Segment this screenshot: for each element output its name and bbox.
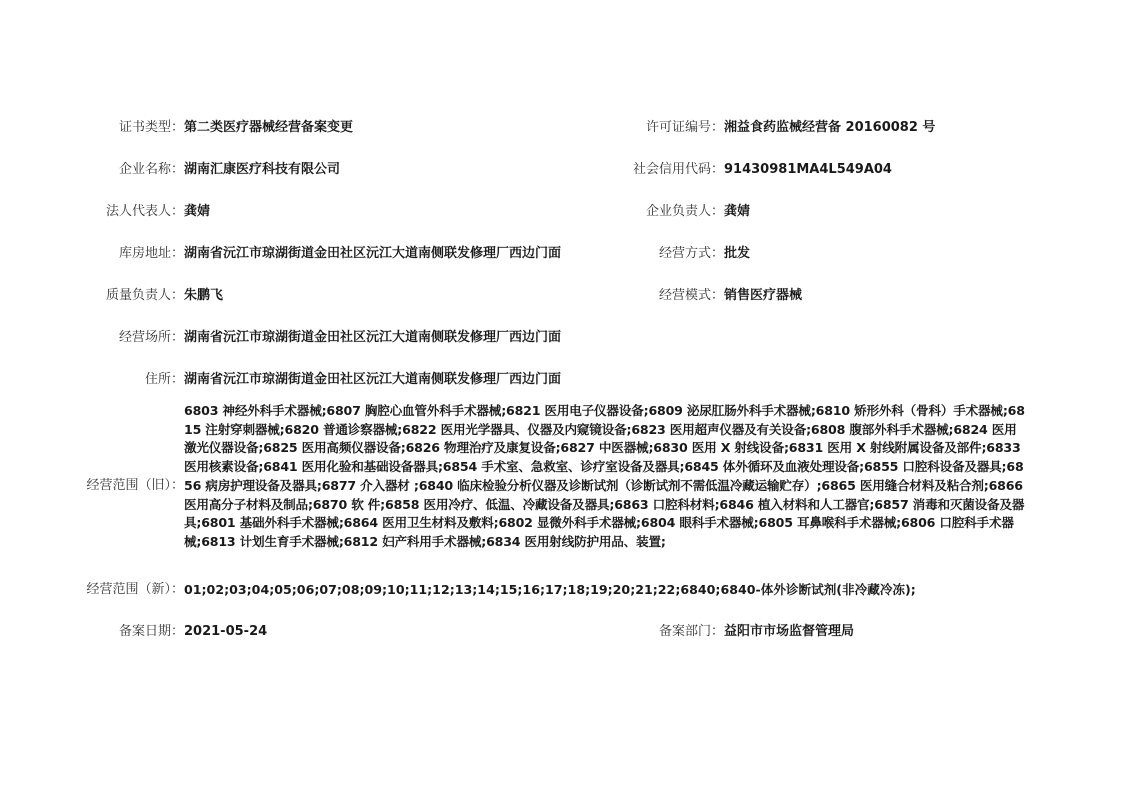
company-name-label: 企业名称： xyxy=(118,162,184,177)
quality-manager-value: 朱鹏飞 xyxy=(184,288,224,303)
scope-new-value: 01;02;03;04;05;06;07;08;09;10;11;12;13;14;15;16;17;18;19;20;21;22;6840;6840-体外诊断试剂(非冷藏冷冻); xyxy=(184,582,916,597)
scope-new-label: 经营范围（新）： xyxy=(86,582,184,597)
license-no-value: 湘益食药监械经营备 20160082 号 xyxy=(724,120,936,135)
credit-code-label: 社会信用代码： xyxy=(632,162,724,177)
filing-dept-label: 备案部门： xyxy=(658,624,724,639)
residence-label: 住所： xyxy=(144,372,184,387)
business-premises-label: 经营场所： xyxy=(118,330,184,345)
scope-old-label: 经营范围（旧）： xyxy=(86,478,184,493)
legal-rep-label: 法人代表人： xyxy=(105,204,184,219)
legal-rep-value: 龚婧 xyxy=(184,204,211,219)
filing-date-label: 备案日期： xyxy=(118,624,184,639)
license-no-label: 许可证编号： xyxy=(645,120,724,135)
business-mode-value: 销售医疗器械 xyxy=(724,288,803,303)
residence-value: 湖南省沅江市琼湖街道金田社区沅江大道南侧联发修理厂西边门面 xyxy=(184,372,562,387)
cert-type-value: 第二类医疗器械经营备案变更 xyxy=(184,120,354,135)
scope-old-value: 6803 神经外科手术器械;6807 胸腔心血管外科手术器械;6821 医用电子仪器设备;6809 泌尿肛肠外科手术器械;6810 矫形外科（骨科）手术器械;6815 注射穿刺器械;6820 普通诊察器械;6822 医用光学器具、仪器及内窥镜设备;6823 医用超声仪器及有关设备;6808 腹部外科手术器械;6824 医用激光仪器设备;6825 医用高频仪器设备;6826 物理治疗及康复设备;6827 中医器械;6830 医用 X 射线设备;6831 医用 X 射线附属设备及部件;6833 医用核素设备;6841 医用化验和基础设备器具;6854 手术室、急救室、诊疗室设备及器具;6845 体外循环及血液处理设备;6855 口腔科设备及器具;6856 病房护理设备及器具;6877 介入器材 ;6840 临床检验分析仪器及诊断试剂（诊断试剂不需低温冷藏运输贮存）;6865 医用缝合材料及粘合剂;6866 医用高分子材料及制品;6870 软 件;6858 医用冷疗、低温、冷藏设备及器具;6863 口腔科材料;6846 植入材料和人工器官;6857 消毒和灭菌设备及器具;6801 基础外科手术器械;6864 医用卫生材料及敷料;6802 显微外科手术器械;6804 眼科手术器械;6805 耳鼻喉科手术器械;6806 口腔科手术器械;6813 计划生育手术器械;6812 妇产科用手术器械;6834 医用射线防护用品、装置; xyxy=(184,403,1025,549)
cert-type-label: 证书类型： xyxy=(118,120,184,135)
company-name-value: 湖南汇康医疗科技有限公司 xyxy=(184,162,341,177)
business-premises-value: 湖南省沅江市琼湖街道金田社区沅江大道南侧联发修理厂西边门面 xyxy=(184,330,562,345)
business-method-label: 经营方式： xyxy=(658,246,724,261)
business-mode-label: 经营模式： xyxy=(658,288,724,303)
filing-date-value: 2021-05-24 xyxy=(184,624,268,639)
quality-manager-label: 质量负责人： xyxy=(105,288,184,303)
filing-dept-value: 益阳市市场监督管理局 xyxy=(724,624,855,639)
credit-code-value: 91430981MA4L549A04 xyxy=(724,162,892,177)
person-in-charge-value: 龚婧 xyxy=(724,204,751,219)
warehouse-address-value: 湖南省沅江市琼湖街道金田社区沅江大道南侧联发修理厂西边门面 xyxy=(184,246,562,261)
business-method-value: 批发 xyxy=(724,246,751,261)
person-in-charge-label: 企业负责人： xyxy=(645,204,724,219)
warehouse-address-label: 库房地址： xyxy=(118,246,184,261)
